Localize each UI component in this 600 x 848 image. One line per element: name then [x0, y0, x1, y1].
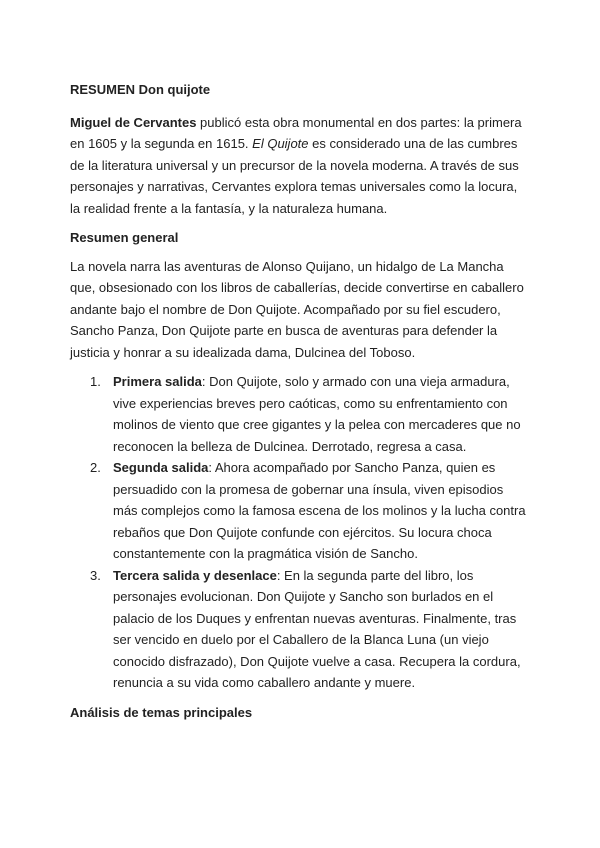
intro-bold-lead: Miguel de Cervantes [70, 114, 197, 130]
list-item-number: 1. [90, 374, 101, 389]
list-item-bold-lead: Primera salida [113, 374, 202, 389]
list-item-text: : Ahora acompañado por Sancho Panza, quien es persuadido con la promesa de gobernar una ínsula, viven episodios más complejos como la famosa escena de los molinos y la lucha contra rebaños que Don Quijote confunde con ejércitos. Su locura choca constantemente con la pragmática visión de Sancho. [113, 460, 526, 561]
list-item-bold-lead: Segunda salida [113, 460, 209, 475]
intro-text-1: publicó esta obra monumental en dos partes: la primera en 1605 y la segunda en 1615. [70, 114, 522, 151]
list-item-segunda-salida [90, 457, 530, 565]
list-item-body [113, 457, 530, 565]
section-heading-resumen-general: Resumen general [70, 230, 179, 245]
list-item-number: 2. [90, 460, 101, 475]
list-item-tercera-salida [90, 565, 530, 694]
intro-work-title: El Quijote [252, 136, 309, 151]
salidas-ordered-list [70, 371, 530, 694]
list-item-text: : En la segunda parte del libro, los personajes evolucionan. Don Quijote y Sancho son burlados en el palacio de los Duques y enfrentan nuevas aventuras. Finalmente, tras ser vencido en duelo por el Caballero de la Blanca Luna (un viejo conocido disfrazado), Don Quijote vuelve a casa. Recupera la cordura, renuncia a su vida como caballero andante y muere. [113, 567, 521, 690]
intro-text-2: es considerado una de las cumbres de la literatura universal y un precursor de la novela moderna. A través de sus personajes y narrativas, Cervantes explora temas universales como la locura, la realidad frente a la fantasía, y la naturaleza humana. [70, 136, 519, 216]
list-item-number: 3. [90, 567, 101, 583]
document-title: RESUMEN Don quijote [70, 82, 211, 97]
intro-paragraph [70, 112, 530, 220]
section-heading-analisis-temas: Análisis de temas principales [70, 704, 253, 720]
list-item-body [113, 371, 530, 457]
list-item-bold-lead: Tercera salida y desenlace [113, 567, 277, 583]
list-item-text: : Don Quijote, solo y armado con una vieja armadura, vive experiencias breves pero caóticas, como su enfrentamiento con molinos de viento que cree gigantes y la pelea con mercaderes que no reconocen la belleza de Dulcinea. Derrotado, regresa a casa. [113, 374, 521, 454]
list-item-primera-salida [90, 371, 530, 457]
list-item-body [113, 565, 530, 694]
resumen-general-paragraph: La novela narra las aventuras de Alonso Quijano, un hidalgo de La Mancha que, obsesionado con los libros de caballerías, decide convertirse en caballero andante bajo el nombre de Don Quijote. Acompañado por su fiel escudero, Sancho Panza, Don Quijote parte en busca de aventuras para defender la justicia y honrar a su idealizada dama, Dulcinea del Toboso. [70, 258, 524, 360]
